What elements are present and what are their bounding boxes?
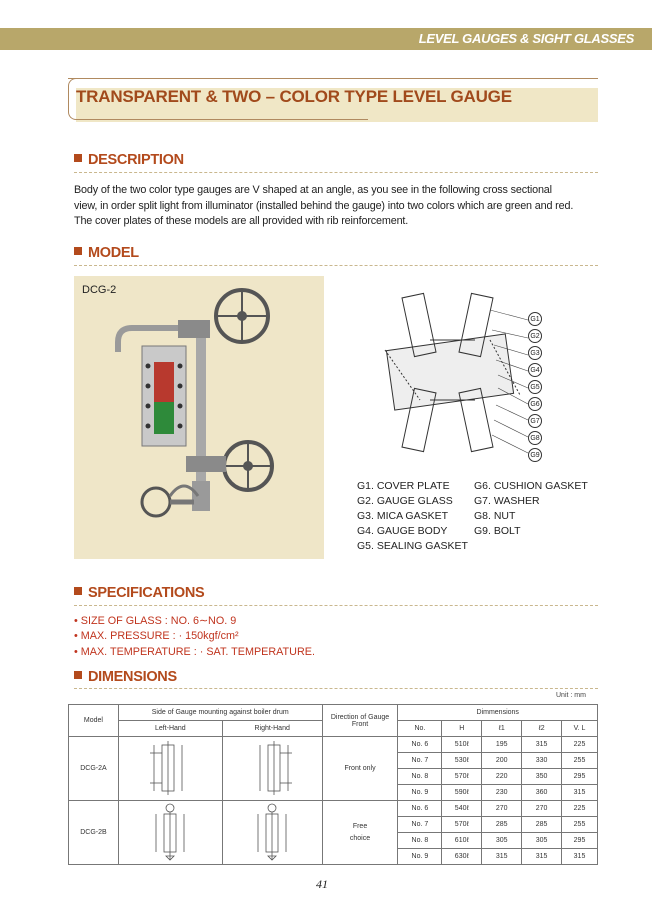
callout-g8: G8 <box>528 431 542 445</box>
part-item: G9. BOLT <box>474 525 521 537</box>
callout-g5: G5 <box>528 380 542 394</box>
description-text <box>74 183 598 230</box>
table-row: DCG-2A Front only No. 6 510ℓ 195 315 225 <box>69 737 598 753</box>
direction-cell: Front only <box>322 737 398 801</box>
table-row: No. 7 530ℓ 200 330 255 <box>69 753 598 769</box>
callout-g3: G3 <box>528 346 542 360</box>
model-heading: MODEL <box>74 245 139 261</box>
direction-cell: Free choice <box>322 801 398 865</box>
spec-item: • SIZE OF GLASS : NO. 6∼NO. 9 <box>74 615 237 627</box>
page-number: 41 <box>316 877 328 891</box>
gauge-photo <box>74 276 324 559</box>
bullet-square-icon <box>74 587 82 595</box>
table-row: No. 7 570ℓ 285 285 255 <box>69 817 598 833</box>
specifications-heading: SPECIFICATIONS <box>74 585 204 601</box>
divider <box>74 605 598 606</box>
table-row: No. 9 630ℓ 315 315 315 <box>69 849 598 865</box>
gauge-drawing-icon <box>140 739 200 797</box>
divider <box>74 688 598 689</box>
part-item: G4. GAUGE BODY <box>357 525 448 537</box>
right-hand-drawing <box>222 737 322 801</box>
photo-model-label: DCG-2 <box>82 284 117 296</box>
callout-g9: G9 <box>528 448 542 462</box>
divider <box>74 265 598 266</box>
part-item: G5. SEALING GASKET <box>357 540 468 552</box>
part-item: G1. COVER PLATE <box>357 480 450 492</box>
description-heading: DESCRIPTION <box>74 152 184 168</box>
header-section-title: LEVEL GAUGES & SIGHT GLASSES <box>418 31 634 46</box>
callout-g1: G1 <box>528 312 542 326</box>
header-no: No. <box>398 721 442 737</box>
model-cell: DCG-2B <box>69 801 119 865</box>
callout-g6: G6 <box>528 397 542 411</box>
table-row: No. 8 610ℓ 305 305 295 <box>69 833 598 849</box>
table-row: No. 8 570ℓ 220 350 295 <box>69 769 598 785</box>
table-row: DCG-2B Free choice No. 6 540ℓ 270 270 225 <box>69 801 598 817</box>
callout-g2: G2 <box>528 329 542 343</box>
header-l1: ℓ1 <box>482 721 522 737</box>
right-hand-drawing <box>222 801 322 865</box>
left-hand-drawing <box>118 801 222 865</box>
dimensions-table <box>68 704 598 865</box>
gauge-drawing-icon <box>140 802 200 862</box>
dimensions-heading: DIMENSIONS <box>74 669 177 685</box>
callout-g7: G7 <box>528 414 542 428</box>
header-band <box>0 28 652 50</box>
header-h: H <box>442 721 482 737</box>
header-left-hand: Left-Hand <box>118 721 222 737</box>
header-l2: ℓ2 <box>522 721 562 737</box>
header-model: Model <box>69 705 119 737</box>
callout-column <box>528 312 550 472</box>
header-right-hand: Right-Hand <box>222 721 322 737</box>
unit-label: Unit : mm <box>556 692 586 699</box>
bullet-square-icon <box>74 671 82 679</box>
gauge-illustration <box>74 276 324 559</box>
page-title: TRANSPARENT & TWO – COLOR TYPE LEVEL GAUGE <box>76 87 512 106</box>
header-direction: Direction of Gauge Front <box>322 705 398 737</box>
part-item: G8. NUT <box>474 510 516 522</box>
header-vl: V. L <box>562 721 598 737</box>
part-item: G2. GAUGE GLASS <box>357 495 453 507</box>
spec-item: • MAX. TEMPERATURE : · SAT. TEMPERATURE. <box>74 646 315 658</box>
gauge-drawing-icon <box>242 802 302 862</box>
header-side: Side of Gauge mounting against boiler drum <box>118 705 322 721</box>
callout-g4: G4 <box>528 363 542 377</box>
description-line: Body of the two color type gauges are V shaped at an angle, as you see in the following cross sectional <box>74 184 552 196</box>
spec-item: • MAX. PRESSURE : · 150kgf/cm² <box>74 630 239 642</box>
gauge-drawing-icon <box>242 739 302 797</box>
part-item: G3. MICA GASKET <box>357 510 449 522</box>
description-line: The cover plates of these models are all provided with rib reinforcement. <box>74 215 409 227</box>
header-dimmensions: Dimmensions <box>398 705 598 721</box>
part-item: G6. CUSHION GASKET <box>474 480 588 492</box>
part-item: G7. WASHER <box>474 495 540 507</box>
page-title-box <box>68 78 598 122</box>
left-hand-drawing <box>118 737 222 801</box>
table-row: No. 9 590ℓ 230 360 315 <box>69 785 598 801</box>
bullet-square-icon <box>74 247 82 255</box>
bullet-square-icon <box>74 154 82 162</box>
model-cell: DCG-2A <box>69 737 119 801</box>
divider <box>74 172 598 173</box>
description-line: view, in order split light from illuminator (installed behind the gauge) into two colors which are green and red. <box>74 199 574 212</box>
